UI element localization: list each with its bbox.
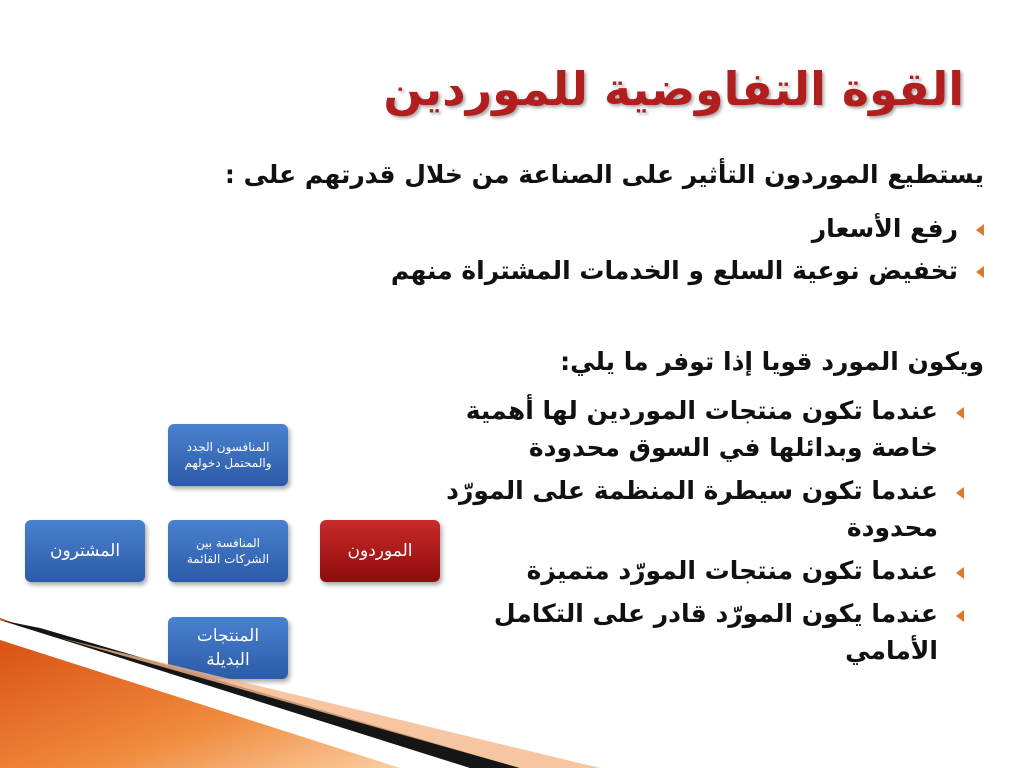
list-item: عندما تكون منتجات الموردين لها أهمية خاصة وبدائلها في السوق محدودة: [434, 392, 964, 466]
list-item: عندما تكون منتجات المورّد متميزة: [434, 552, 964, 589]
list-item: رفع الأسعار: [324, 212, 984, 246]
intro-bullet-list: [324, 212, 984, 288]
diagram-node-rivalry: المنافسة بين الشركات القائمة: [168, 520, 288, 582]
list-item: عندما يكون المورّد قادر على التكامل الأمامي: [434, 595, 964, 669]
conditions-heading: ويكون المورد قويا إذا توفر ما يلي:: [560, 347, 984, 376]
intro-text: يستطيع الموردون التأثير على الصناعة من خلال قدرتهم على :: [224, 160, 984, 189]
bullet-arrow-icon: [956, 567, 964, 579]
slide-title: القوة التفاوضية للموردين: [383, 62, 964, 116]
bullet-arrow-icon: [956, 487, 964, 499]
diagram-node-buyers: المشترون: [25, 520, 145, 582]
bullet-arrow-icon: [956, 610, 964, 622]
diagram-node-substitutes: المنتجات البديلة: [168, 617, 288, 679]
bullet-arrow-icon: [976, 266, 984, 278]
list-item: عندما تكون سيطرة المنظمة على المورّد محدودة: [434, 472, 964, 546]
diagram-node-new-entrants: المنافسون الجدد والمحتمل دخولهم: [168, 424, 288, 486]
list-item: تخفيض نوعية السلع و الخدمات المشتراة منهم: [324, 254, 984, 288]
bullet-arrow-icon: [956, 407, 964, 419]
bullet-arrow-icon: [976, 224, 984, 236]
diagram-node-suppliers: الموردون: [320, 520, 440, 582]
decorative-swoosh: [0, 618, 640, 768]
